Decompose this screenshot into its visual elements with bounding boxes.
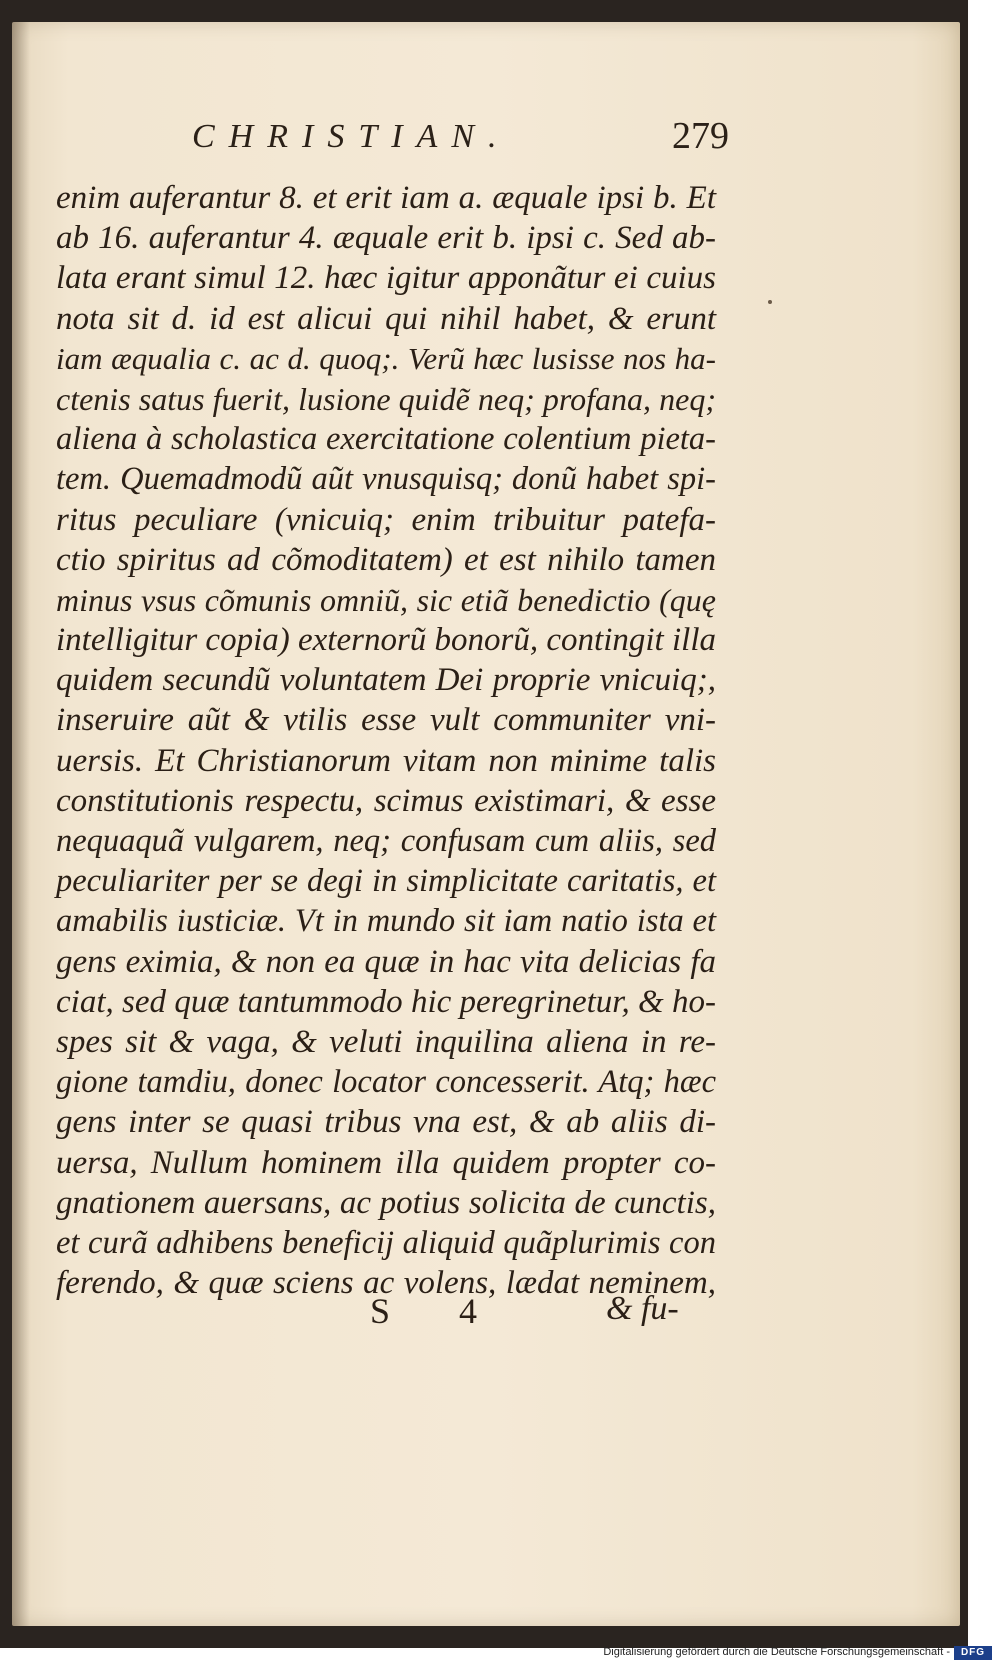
- text-line: et curã adhibens beneficij aliquid quãplurimis con: [56, 1224, 716, 1261]
- spine-shadow: [12, 22, 30, 1626]
- page-number: 279: [672, 115, 729, 157]
- dfg-logo: DFG: [954, 1646, 992, 1660]
- text-line: uersa, Nullum hominem illa quidem propter co-: [56, 1144, 716, 1181]
- text-line: minus vsus cõmunis omniũ, sic etiã benedictio (quę: [56, 581, 716, 618]
- funding-credit: Digitalisierung gefördert durch die Deutsche Forschungsgemeinschaft -: [603, 1646, 950, 1658]
- catchword: & fu-: [606, 1290, 679, 1327]
- text-line: gens eximia, & non ea quæ in hac vita delicias fa: [56, 943, 716, 980]
- text-line: ferendo, & quæ sciens ac volens, lædat neminem,: [56, 1265, 716, 1302]
- book-page: [12, 22, 960, 1626]
- text-line: intelligitur copia) externorũ bonorũ, contingit illa: [56, 622, 716, 659]
- text-line: uersis. Et Christianorum vitam non minime talis: [56, 742, 716, 779]
- text-line: gnationem auersans, ac potius solicita de cunctis,: [56, 1184, 716, 1221]
- signature-mark: S 4: [370, 1291, 508, 1331]
- text-line: gione tamdiu, donec locator concesserit. Atq; hæc: [56, 1064, 716, 1101]
- text-line: aliena à scholastica exercitatione colentium pieta-: [56, 421, 716, 458]
- text-line: spes sit & vaga, & veluti inquilina aliena in re-: [56, 1023, 716, 1060]
- text-block: [56, 178, 716, 1303]
- text-line: peculiariter per se degi in simplicitate caritatis, et: [56, 863, 716, 900]
- text-line: lata erant simul 12. hæc igitur apponãtur ei cuius: [56, 260, 716, 297]
- text-line: enim auferantur 8. et erit iam a. æquale ipsi b. Et: [56, 180, 716, 216]
- text-line: gens inter se quasi tribus vna est, & ab aliis di-: [56, 1104, 716, 1141]
- text-line: iam æqualia c. ac d. quoq;. Verũ hæc lusisse nos ha-: [56, 340, 716, 376]
- text-line: amabilis iusticiæ. Vt in mundo sit iam natio ista et: [56, 903, 716, 940]
- text-line: ritus peculiare (vnicuiq; enim tribuitur patefa-: [56, 501, 716, 538]
- text-line: ab 16. auferantur 4. æquale erit b. ipsi c. Sed ab-: [56, 220, 716, 257]
- text-line: quidem secundũ voluntatem Dei proprie vnicuiq;,: [56, 662, 716, 699]
- text-line: ctenis satus fuerit, lusione quidẽ neq; profana, neq;: [56, 380, 716, 417]
- running-head: CHRISTIAN.: [192, 118, 511, 155]
- text-line: nequaquã vulgarem, neq; confusam cum aliis, sed: [56, 823, 716, 859]
- text-line: nota sit d. id est alicui qui nihil habet, & erunt: [56, 300, 716, 337]
- page-footer: [12, 1290, 960, 1340]
- text-line: inseruire aũt & vtilis esse vult communiter vni-: [56, 702, 716, 739]
- text-line: tem. Quemadmodũ aũt vnusquisq; donũ habet spi-: [56, 461, 716, 498]
- text-line: ctio spiritus ad cõmoditatem) et est nihilo tamen: [56, 541, 716, 578]
- ink-spot: [768, 300, 772, 304]
- text-line: constitutionis respectu, scimus existimari, & esse: [56, 782, 716, 819]
- text-line: ciat, sed quæ tantummodo hic peregrinetur, & ho-: [56, 983, 716, 1020]
